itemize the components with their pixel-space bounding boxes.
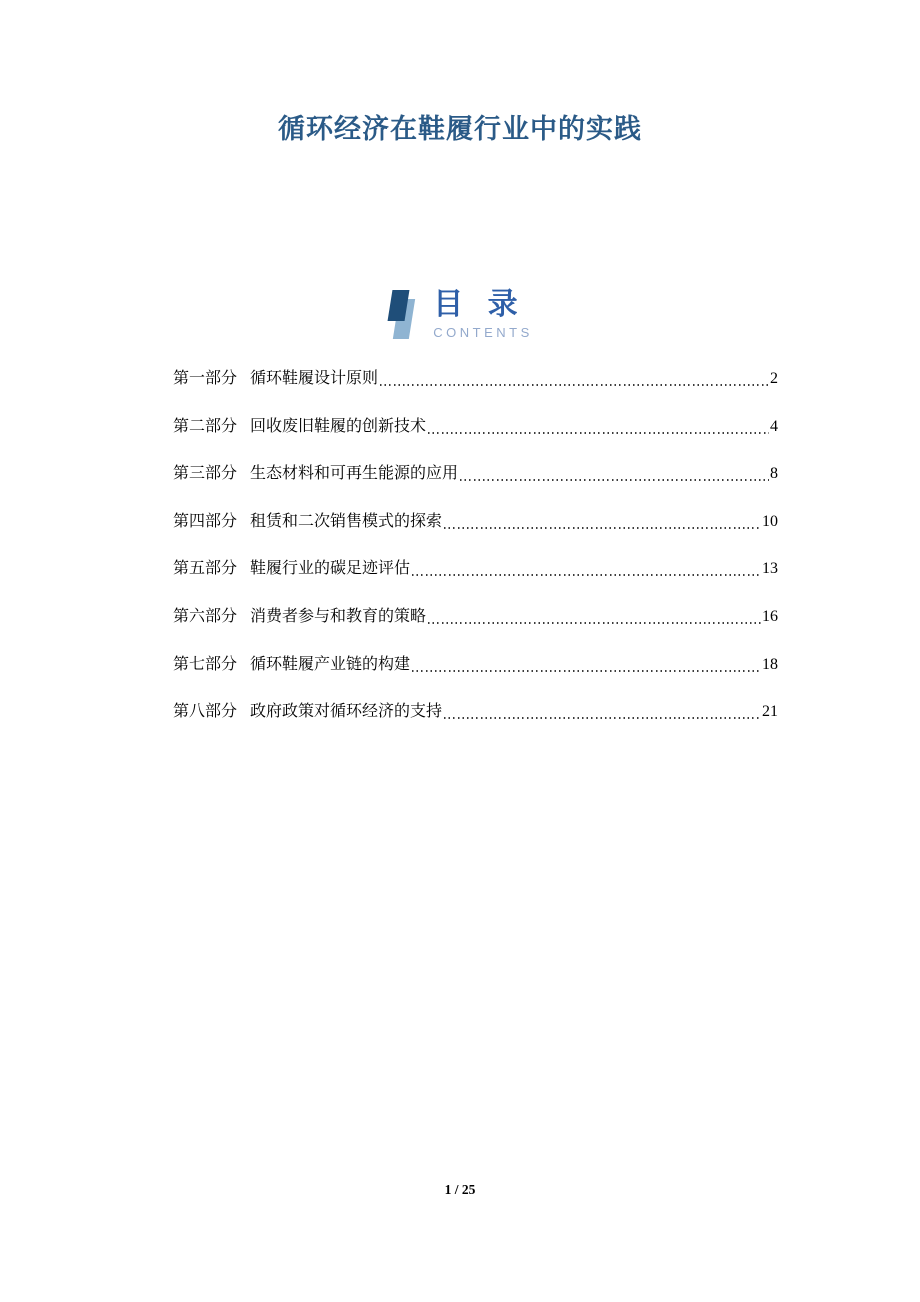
page-number-footer: 1 / 25 xyxy=(444,1182,476,1197)
toc-logo-icon xyxy=(387,290,419,346)
toc-entry[interactable] xyxy=(173,464,778,484)
dot-leader xyxy=(444,717,761,719)
toc-heading: 目 录 xyxy=(433,288,518,321)
dot-leader xyxy=(412,574,761,576)
dot-leader xyxy=(412,670,761,672)
dot-leader xyxy=(444,527,761,529)
toc-entry[interactable] xyxy=(173,369,778,389)
toc-entry-page: 16 xyxy=(762,607,778,625)
toc-entry-label: 第二部分 xyxy=(173,417,238,435)
toc-entry-page: 18 xyxy=(762,655,778,673)
toc-entry-title: 政府政策对循环经济的支持 xyxy=(250,703,443,721)
toc-entry-page: 10 xyxy=(762,512,778,530)
toc-entry-page: 13 xyxy=(762,560,778,578)
toc-entry[interactable] xyxy=(173,702,778,722)
toc-entry-page: 4 xyxy=(770,417,778,435)
toc-entry-page: 21 xyxy=(762,703,778,721)
toc-subheading: CONTENTS xyxy=(433,325,533,340)
toc-entry[interactable] xyxy=(173,417,778,437)
toc-entry-title: 消费者参与和教育的策略 xyxy=(250,607,427,625)
toc-entry-label: 第三部分 xyxy=(173,465,238,483)
toc-entry-title: 租赁和二次销售模式的探索 xyxy=(250,512,443,530)
toc-entry-page: 2 xyxy=(770,370,778,387)
toc-entry-title: 生态材料和可再生能源的应用 xyxy=(250,465,459,483)
toc-entry-title: 鞋履行业的碳足迹评估 xyxy=(250,560,411,578)
toc-entry-label: 第一部分 xyxy=(173,370,238,387)
toc-entry-label: 第七部分 xyxy=(173,655,238,673)
dot-leader xyxy=(428,622,761,624)
toc-entry-label: 第五部分 xyxy=(173,560,238,578)
toc-list xyxy=(0,369,920,722)
toc-entry-label: 第四部分 xyxy=(173,512,238,530)
toc-entry-title: 循环鞋履设计原则 xyxy=(250,370,379,387)
dot-leader xyxy=(428,432,769,434)
toc-entry[interactable] xyxy=(173,607,778,627)
toc-entry-title: 循环鞋履产业链的构建 xyxy=(250,655,411,673)
dot-leader xyxy=(380,384,769,386)
toc-entry-label: 第六部分 xyxy=(173,607,238,625)
dot-leader xyxy=(460,479,769,481)
document-title: 循环经济在鞋履行业中的实践 xyxy=(278,114,642,144)
toc-heading-group xyxy=(433,288,533,340)
toc-header xyxy=(0,288,920,346)
toc-entry[interactable] xyxy=(173,655,778,675)
toc-entry[interactable] xyxy=(173,559,778,579)
toc-entry-label: 第八部分 xyxy=(173,703,238,721)
toc-entry[interactable] xyxy=(173,512,778,532)
toc-entry-page: 8 xyxy=(770,465,778,483)
toc-entry-title: 回收废旧鞋履的创新技术 xyxy=(250,417,427,435)
